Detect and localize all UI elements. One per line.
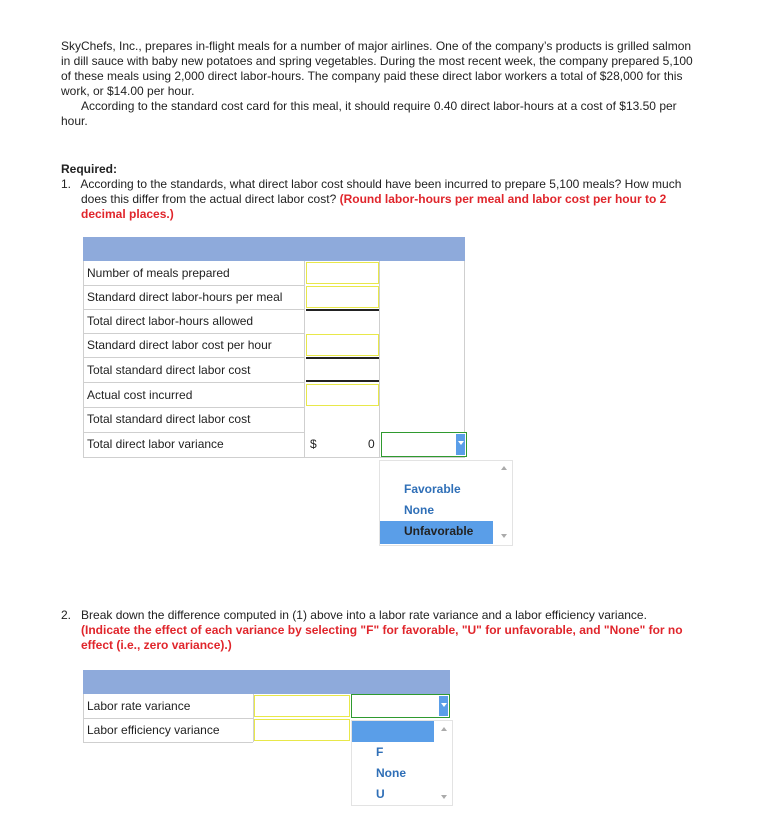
required-heading: Required: bbox=[61, 162, 118, 176]
question-2 bbox=[61, 608, 691, 653]
row-label-std-cost-per-hour: Standard direct labor cost per hour bbox=[87, 338, 272, 352]
option-none[interactable]: None bbox=[404, 503, 434, 517]
row-label-total-variance: Total direct labor variance bbox=[87, 437, 224, 451]
option-none-2[interactable]: None bbox=[376, 766, 406, 780]
row-label-rate-variance: Labor rate variance bbox=[87, 699, 191, 713]
total-std-cost-field[interactable] bbox=[306, 359, 379, 380]
row-label-std-hours-per-meal: Standard direct labor-hours per meal bbox=[87, 290, 283, 304]
question-2-number: 2. bbox=[61, 608, 72, 622]
table-header bbox=[83, 237, 465, 261]
variance-effect-select[interactable] bbox=[381, 432, 467, 457]
question-1 bbox=[61, 177, 691, 222]
scroll-down-icon[interactable] bbox=[501, 534, 507, 538]
option-f[interactable]: F bbox=[376, 745, 384, 759]
row-label-actual-cost: Actual cost incurred bbox=[87, 388, 193, 402]
option-u[interactable]: U bbox=[376, 787, 385, 801]
currency-symbol: $ bbox=[310, 437, 317, 451]
scroll-up-icon[interactable] bbox=[441, 727, 447, 731]
std-hours-per-meal-input[interactable] bbox=[306, 286, 379, 308]
scroll-down-icon[interactable] bbox=[441, 795, 447, 799]
total-std-cost-2-field[interactable] bbox=[306, 409, 379, 431]
question-2-text: Break down the difference computed in (1) above into a labor rate variance and a labor efficiency variance. bbox=[81, 608, 647, 622]
meals-prepared-input[interactable] bbox=[306, 262, 379, 284]
question-1-text: According to the standards, what direct labor cost should have been incurred to prepare 5,100 meals? How much does this differ from the actual direct labor cost? bbox=[80, 177, 682, 206]
question-1-instruction: (Round labor-hours per meal and labor cost per hour to 2 decimal places.) bbox=[81, 192, 667, 221]
row-label-efficiency-variance: Labor efficiency variance bbox=[87, 723, 220, 737]
variance-value: 0 bbox=[368, 437, 375, 451]
intro-paragraph-2: According to the standard cost card for this meal, it should require 0.40 direct labor-hours at a cost of $13.50 per hour. bbox=[61, 99, 677, 128]
chevron-down-icon[interactable] bbox=[456, 434, 465, 455]
row-label-total-hours-allowed: Total direct labor-hours allowed bbox=[87, 314, 254, 328]
std-cost-per-hour-input[interactable] bbox=[306, 334, 379, 356]
scroll-up-icon[interactable] bbox=[501, 466, 507, 470]
row-label-meals-prepared: Number of meals prepared bbox=[87, 266, 230, 280]
intro-paragraph-1: SkyChefs, Inc., prepares in-flight meals for a number of major airlines. One of the company’s products is grilled salmon in dill sauce with baby new potatoes and spring vegetables. During the most recent week, the company prepared 5,100 of these meals using 2,000 direct labor-hours. The company paid these direct labor workers a total of $28,000 for this work, or $14.00 per hour. bbox=[61, 39, 693, 98]
option-blank[interactable] bbox=[352, 721, 434, 742]
question-2-instruction: (Indicate the effect of each variance by selecting "F" for favorable, "U" for unfavorable, and "None" for no effect (i.e., zero variance).) bbox=[81, 623, 683, 652]
row-label-total-std-cost: Total standard direct labor cost bbox=[87, 363, 251, 377]
efficiency-variance-input[interactable] bbox=[254, 719, 350, 741]
rate-variance-effect-select[interactable] bbox=[351, 694, 450, 718]
option-unfavorable[interactable]: Unfavorable bbox=[380, 521, 493, 544]
chevron-down-icon[interactable] bbox=[439, 696, 448, 716]
table-2-header bbox=[83, 670, 450, 694]
total-hours-allowed-field[interactable] bbox=[306, 311, 379, 332]
actual-cost-input[interactable] bbox=[306, 384, 379, 406]
question-1-number: 1. bbox=[61, 177, 72, 191]
variance-effect-dropdown[interactable] bbox=[379, 460, 513, 546]
row-label-total-std-cost-2: Total standard direct labor cost bbox=[87, 412, 251, 426]
option-favorable[interactable]: Favorable bbox=[404, 482, 461, 496]
rate-variance-input[interactable] bbox=[254, 695, 350, 717]
efficiency-effect-dropdown[interactable] bbox=[351, 720, 453, 806]
